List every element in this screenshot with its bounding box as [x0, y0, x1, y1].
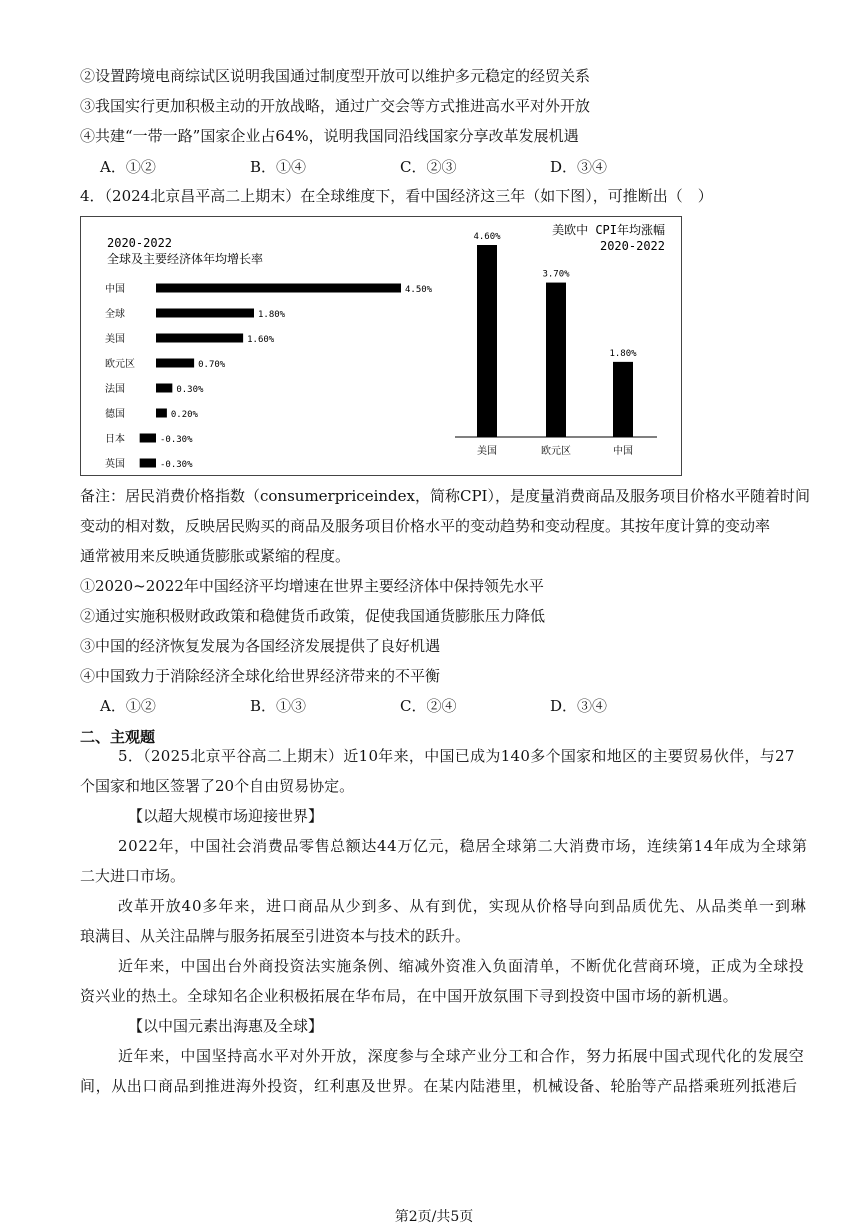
growth-value-label: 0.30%: [176, 385, 204, 395]
q4-option-a[interactable]: A．①②: [100, 697, 156, 715]
q5-subheading-2: 【以中国元素出海惠及全球】: [128, 1017, 324, 1035]
q3-options: [100, 157, 607, 177]
q4-stem: 4．（2024北京昌平高二上期末）在全球维度下，看中国经济这三年（如下图），可推断出（ ）: [80, 187, 713, 205]
q3-option-a[interactable]: A．①②: [100, 158, 156, 176]
q5-subheading-1: 【以超大规模市场迎接世界】: [128, 807, 324, 825]
growth-chart-title-1: 2020-2022: [107, 236, 173, 250]
section-heading: 二、主观题: [80, 728, 156, 746]
growth-value-label: -0.30%: [160, 460, 193, 470]
cpi-value-label: 3.70%: [542, 269, 570, 280]
growth-bar: [156, 409, 167, 418]
growth-category-label: 欧元区: [105, 359, 135, 370]
growth-bar: [156, 284, 401, 293]
q3-statement-4: ④共建“一带一路”国家企业占64%，说明我国同沿线国家分享改革发展机遇: [80, 127, 579, 145]
q5-line-6: 琅满目、从关注品牌与服务拓展至引进资本与技术的跃升。: [80, 927, 471, 945]
cpi-chart: [455, 232, 657, 457]
growth-chart: [105, 282, 433, 470]
cpi-chart-title-1: 美欧中 CPI年均涨幅: [552, 223, 665, 237]
q4-option-b[interactable]: B．①③: [250, 697, 307, 715]
q5-line-8: 资兴业的热土。全球知名企业积极拓展在华布局，在中国开放氛围下寻到投资中国市场的新机遇。: [80, 987, 738, 1005]
growth-category-label: 法国: [105, 384, 125, 395]
growth-bar: [156, 334, 243, 343]
cpi-category-label: 欧元区: [541, 446, 571, 457]
q5-line-2: 个国家和地区签署了20个自由贸易协定。: [80, 777, 355, 795]
growth-value-label: 0.20%: [170, 410, 198, 420]
q5-line-9: 近年来，中国坚持高水平对外开放，深度参与全球产业分工和合作，努力拓展中国式现代化的发展空: [118, 1047, 805, 1065]
q4-statement-1: ①2020~2022年中国经济平均增速在世界主要经济体中保持领先水平: [80, 577, 544, 595]
cpi-value-label: 1.80%: [609, 348, 637, 359]
q4-option-c[interactable]: C．②④: [400, 697, 457, 715]
q5-line-1: 5．（2025北京平谷高二上期末）近10年来，中国已成为140多个国家和地区的主要贸易伙伴，与27: [118, 747, 795, 765]
cpi-value-label: 4.60%: [473, 232, 501, 242]
q5-line-3: 2022年，中国社会消费品零售总额达44万亿元，稳居全球第二大消费市场，连续第14年成为全球第: [118, 837, 808, 855]
q4-statement-2: ②通过实施积极财政政策和稳健货币政策，促使我国通货膨胀压力降低: [80, 607, 546, 625]
growth-chart-title-2: 全球及主要经济体年均增长率: [107, 252, 264, 266]
cpi-category-label: 美国: [477, 446, 497, 457]
q5-line-10: 间，从出口商品到推进海外投资，红利惠及世界。在某内陆港里，机械设备、轮胎等产品搭乘班列抵港后: [80, 1077, 798, 1095]
q5-line-7: 近年来，中国出台外商投资法实施条例、缩减外资准入负面清单，不断优化营商环境，正成为全球投: [118, 957, 805, 975]
q4-options: [100, 696, 607, 716]
charts-svg: [81, 217, 681, 475]
cpi-chart-title-2: 2020-2022: [599, 239, 665, 253]
growth-value-label: -0.30%: [160, 435, 193, 445]
growth-value-label: 1.60%: [247, 335, 275, 345]
note-line-3: 通常被用来反映通货膨胀或紧缩的程度。: [80, 547, 351, 565]
growth-category-label: 中国: [105, 284, 125, 295]
cpi-category-label: 中国: [613, 446, 633, 457]
q3-option-d[interactable]: D．③④: [550, 158, 608, 176]
q4-option-d[interactable]: D．③④: [550, 697, 608, 715]
growth-bar: [156, 359, 194, 368]
page-footer: 第2页/共5页: [394, 1209, 474, 1225]
growth-bar: [156, 309, 254, 318]
growth-category-label: 美国: [105, 334, 125, 345]
growth-value-label: 4.50%: [405, 285, 433, 295]
note-line-2: 变动的相对数，反映居民购买的商品及服务项目价格水平的变动趋势和变动程度。其按年度计算的变动率: [80, 517, 771, 535]
q4-figure: [80, 216, 682, 476]
growth-bar: [156, 384, 172, 393]
growth-bar: [140, 434, 156, 443]
q5-line-5: 改革开放40多年来，进口商品从少到多、从有到优，实现从价格导向到品质优先、从品类单一到琳: [118, 897, 807, 915]
q3-statement-2: ②设置跨境电商综试区说明我国通过制度型开放可以维护多元稳定的经贸关系: [80, 67, 591, 85]
q4-statement-3: ③中国的经济恢复发展为各国经济发展提供了良好机遇: [80, 637, 441, 655]
growth-bar: [140, 459, 156, 468]
cpi-bar: [477, 245, 497, 437]
growth-value-label: 1.80%: [258, 310, 286, 320]
cpi-bar: [613, 362, 633, 437]
growth-category-label: 德国: [105, 409, 125, 420]
cpi-bar: [546, 283, 566, 437]
q3-statement-3: ③我国实行更加积极主动的开放战略，通过广交会等方式推进高水平对外开放: [80, 97, 591, 115]
growth-category-label: 日本: [105, 434, 125, 445]
growth-value-label: 0.70%: [198, 360, 226, 370]
growth-category-label: 英国: [105, 459, 125, 470]
q3-option-c[interactable]: C．②③: [400, 158, 457, 176]
q4-statement-4: ④中国致力于消除经济全球化给世界经济带来的不平衡: [80, 667, 441, 685]
growth-category-label: 全球: [105, 309, 125, 320]
q3-option-b[interactable]: B．①④: [250, 158, 307, 176]
q5-line-4: 二大进口市场。: [80, 867, 186, 885]
note-line-1: 备注：居民消费价格指数（consumerpriceindex，简称CPI），是度量消费商品及服务项目价格水平随着时间: [80, 487, 810, 505]
